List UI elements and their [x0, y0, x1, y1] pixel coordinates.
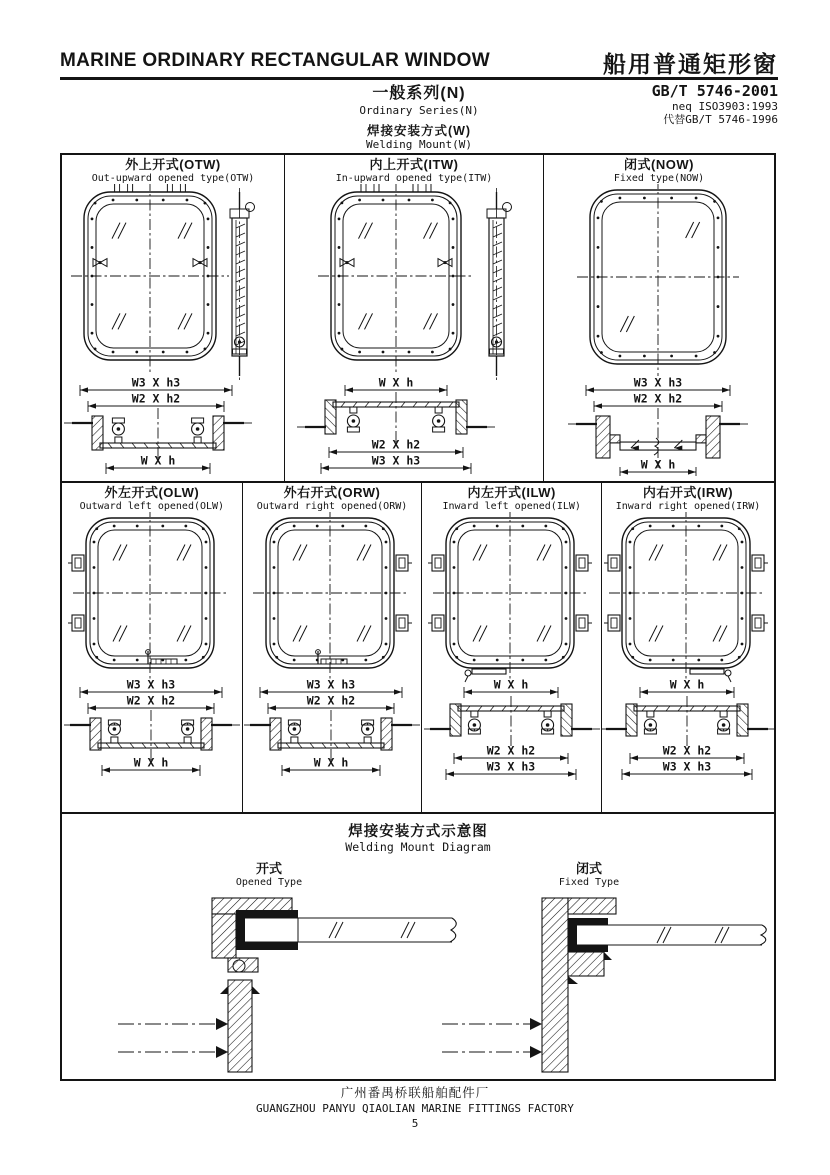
svg-text:W3 X h3: W3 X h3	[633, 375, 683, 390]
opened-type-label	[184, 862, 354, 888]
standard-replaces: 代替GB/T 5746-1996	[663, 113, 778, 127]
cell-otw-title-en: Out-upward opened type(OTW)	[91, 172, 255, 184]
cell-otw	[62, 155, 285, 481]
cell-itw-title-cn: 内上开式(ITW)	[369, 157, 459, 172]
welding-diagram-header	[62, 814, 774, 855]
cell-orw-title-cn: 外右开式(ORW)	[283, 485, 381, 500]
svg-text:W2 X h2: W2 X h2	[371, 437, 421, 452]
cell-now	[544, 155, 774, 481]
cell-ilw-title-en: Inward left opened(ILW)	[442, 500, 581, 512]
welding-title-en: Welding Mount Diagram	[345, 840, 491, 855]
svg-text:W X h: W X h	[378, 375, 414, 390]
svg-text:W X h: W X h	[493, 677, 528, 692]
page-number: 5	[411, 1117, 419, 1130]
cell-olw-header	[80, 486, 225, 512]
svg-text:W X h: W X h	[640, 457, 676, 472]
svg-text:W3 X h3: W3 X h3	[126, 677, 176, 692]
cell-itw-header	[336, 158, 493, 184]
welding-title-cn: 焊接安装方式示意图	[348, 824, 488, 840]
standard-neq: neq ISO3903:1993	[672, 100, 778, 113]
cell-irw	[602, 483, 774, 812]
cell-irw-header	[616, 486, 761, 512]
footer	[0, 1086, 830, 1115]
svg-text:W2 X h2: W2 X h2	[306, 693, 356, 708]
drawing-row-1	[62, 155, 774, 483]
cell-otw-header	[92, 158, 255, 184]
svg-text:W X h: W X h	[313, 755, 349, 770]
series-label-cn: 一般系列(N)	[372, 85, 466, 102]
cell-ilw-title-cn: 内左开式(ILW)	[467, 485, 556, 500]
cell-orw	[243, 483, 423, 812]
cell-olw-title-cn: 外左开式(OLW)	[104, 485, 200, 500]
welding-sections-drawing	[62, 890, 774, 1074]
standard-block	[652, 82, 778, 126]
cell-orw-title-en: Outward right opened(ORW)	[256, 500, 408, 512]
drawing-table	[60, 153, 776, 1081]
svg-text:W2 X h2: W2 X h2	[662, 743, 712, 758]
svg-text:W X h: W X h	[669, 677, 705, 692]
otw-drawing	[64, 184, 282, 476]
fixed-type-label	[504, 862, 674, 888]
cell-otw-title-cn: 外上开式(OTW)	[125, 157, 221, 172]
fixed-type-label-cn: 闭式	[575, 861, 602, 876]
svg-text:W2 X h2: W2 X h2	[126, 693, 176, 708]
opened-type-label-en: Opened Type	[235, 876, 303, 888]
svg-text:W X h: W X h	[140, 453, 176, 468]
cell-now-title-cn: 闭式(NOW)	[624, 157, 694, 172]
svg-text:W3 X h3: W3 X h3	[306, 677, 356, 692]
cell-olw-title-en: Outward left opened(OLW)	[79, 500, 225, 512]
cell-orw-header	[257, 486, 408, 512]
svg-text:W3 X h3: W3 X h3	[371, 453, 421, 468]
cell-now-title-en: Fixed type(NOW)	[613, 172, 705, 184]
olw-drawing	[64, 512, 240, 807]
cell-now-header	[614, 158, 704, 184]
cell-irw-title-cn: 内右开式(IRW)	[642, 485, 734, 500]
svg-text:W2 X h2: W2 X h2	[131, 391, 181, 406]
ilw-drawing	[424, 512, 600, 807]
welding-diagram-row	[62, 814, 774, 1077]
svg-text:W X h: W X h	[133, 755, 169, 770]
cell-itw-title-en: In-upward opened type(ITW)	[335, 172, 493, 184]
factory-name-cn: 广州番禺桥联船舶配件厂	[340, 1086, 490, 1100]
cell-olw	[62, 483, 243, 812]
itw-drawing	[287, 184, 541, 476]
now-drawing	[544, 184, 774, 476]
svg-text:W3 X h3: W3 X h3	[486, 759, 535, 774]
cell-ilw	[422, 483, 602, 812]
page-title-chinese: 船用普通矩形窗	[603, 51, 778, 77]
series-label-en: Ordinary Series(N)	[359, 104, 479, 118]
orw-drawing	[244, 512, 420, 807]
cell-itw	[285, 155, 544, 481]
opened-type-label-cn: 开式	[255, 861, 282, 876]
drawing-row-2	[62, 483, 774, 814]
mount-label-cn: 焊接安装方式(W)	[366, 124, 472, 139]
svg-text:W3 X h3: W3 X h3	[131, 375, 181, 390]
irw-drawing	[602, 512, 774, 807]
fixed-type-label-en: Fixed Type	[558, 876, 620, 888]
cell-ilw-header	[442, 486, 580, 512]
svg-text:W2 X h2: W2 X h2	[633, 391, 683, 406]
title-rule	[60, 77, 778, 80]
factory-name-en: GUANGZHOU PANYU QIAOLIAN MARINE FITTINGS FACTORY	[256, 1101, 574, 1115]
standard-number: GB/T 5746-2001	[651, 82, 778, 100]
mount-label-en: Welding Mount(W)	[366, 138, 472, 152]
page-title-english: MARINE ORDINARY RECTANGULAR WINDOW	[60, 50, 490, 71]
svg-text:W3 X h3: W3 X h3	[662, 759, 712, 774]
svg-text:W2 X h2: W2 X h2	[486, 743, 535, 758]
cell-irw-title-en: Inward right opened(IRW)	[615, 500, 761, 512]
